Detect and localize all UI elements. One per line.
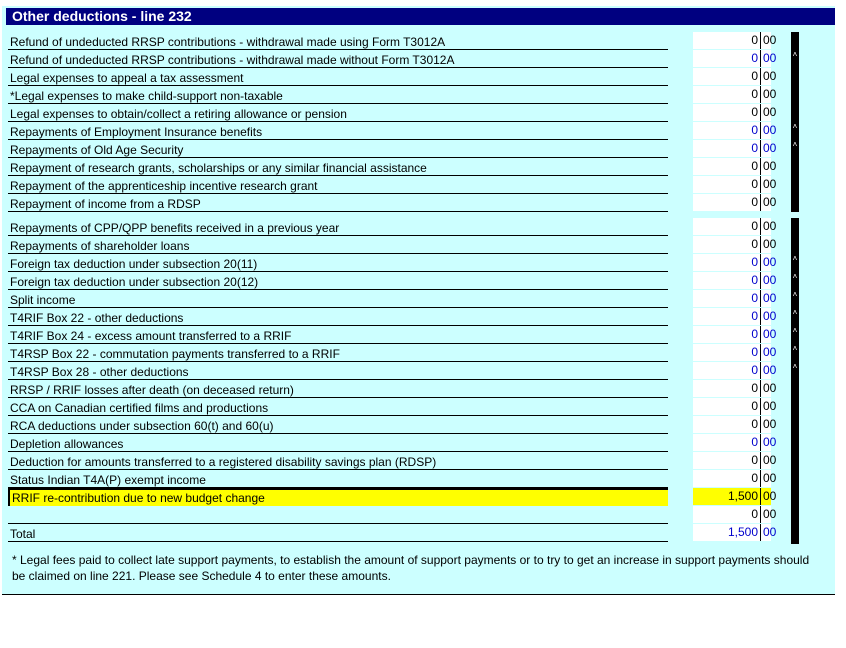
amount-field[interactable] xyxy=(693,272,777,289)
deduction-row xyxy=(8,104,668,122)
caret-up-icon: ˄ xyxy=(792,290,798,299)
amount-field[interactable] xyxy=(693,68,777,85)
deduction-row xyxy=(8,416,668,434)
deduction-label: Repayments of CPP/QPP benefits received in a previous year xyxy=(10,221,340,235)
deduction-label: Legal expenses to appeal a tax assessment xyxy=(10,71,244,85)
section-header: Other deductions - line 232 xyxy=(6,8,835,25)
amount-cents: 00 xyxy=(760,272,777,289)
amount-field[interactable] xyxy=(693,236,777,253)
caret-up-icon: ˄ xyxy=(792,362,798,371)
amount-cents: 00 xyxy=(760,362,777,379)
deduction-row xyxy=(8,290,668,308)
amount-field[interactable] xyxy=(693,434,777,451)
amount-cents: 00 xyxy=(760,416,777,433)
amount-cents: 00 xyxy=(760,32,777,49)
amount-dollars: 0 xyxy=(751,141,758,155)
amount-cents: 00 xyxy=(760,68,777,85)
amount-field[interactable] xyxy=(693,398,777,415)
amount-dollars: 0 xyxy=(751,291,758,305)
amount-dollars: 0 xyxy=(751,435,758,449)
caret-up-icon: ˄ xyxy=(792,254,798,263)
footnote: * Legal fees paid to collect late support payments, to establish the amount of support payments or to try to get an increase in support payments should be claimed on line 221. Please see Schedule 4 to enter these amounts. xyxy=(12,553,810,583)
amount-cents: 00 xyxy=(760,470,777,487)
amount-field[interactable] xyxy=(693,140,777,157)
amount-dollars: 0 xyxy=(751,273,758,287)
amount-field[interactable] xyxy=(693,254,777,271)
deduction-label: T4RIF Box 22 - other deductions xyxy=(10,311,184,325)
deduction-row xyxy=(8,218,668,236)
amount-field[interactable] xyxy=(693,122,777,139)
deduction-label: Repayments of Employment Insurance benefits xyxy=(10,125,263,139)
deduction-row xyxy=(8,380,668,398)
amount-dollars: 0 xyxy=(751,159,758,173)
amount-dollars: 0 xyxy=(751,69,758,83)
caret-up-icon: ˄ xyxy=(792,50,798,59)
amount-cents: 00 xyxy=(760,308,777,325)
amount-dollars: 0 xyxy=(751,219,758,233)
deduction-row xyxy=(8,194,668,212)
deduction-label: T4RSP Box 22 - commutation payments transferred to a RRIF xyxy=(10,347,340,361)
amount-cents: 00 xyxy=(760,140,777,157)
deduction-label: Repayments of Old Age Security xyxy=(10,143,184,157)
amount-cents: 00 xyxy=(760,176,777,193)
amount-cents: 00 xyxy=(760,380,777,397)
deduction-row xyxy=(8,308,668,326)
deduction-row xyxy=(8,50,668,68)
deduction-label: Legal expenses to obtain/collect a retiring allowance or pension xyxy=(10,107,347,121)
caret-up-icon: ˄ xyxy=(792,122,798,131)
amount-cents: 00 xyxy=(760,236,777,253)
amount-field[interactable] xyxy=(693,326,777,343)
amount-field[interactable] xyxy=(693,158,777,175)
amount-field[interactable] xyxy=(693,176,777,193)
deduction-row xyxy=(8,140,668,158)
deduction-label: Repayment of income from a RDSP xyxy=(10,197,201,211)
deduction-row xyxy=(8,236,668,254)
deduction-row xyxy=(8,434,668,452)
amount-dollars: 1,500 xyxy=(727,489,758,503)
amount-dollars: 0 xyxy=(751,381,758,395)
amount-cents: 00 xyxy=(760,158,777,175)
amount-dollars: 0 xyxy=(751,309,758,323)
amount-dollars: 1,500 xyxy=(727,525,758,539)
amount-cents: 00 xyxy=(760,326,777,343)
amount-cents: 00 xyxy=(760,488,777,505)
amount-cents: 00 xyxy=(760,50,777,67)
amount-cents: 00 xyxy=(760,254,777,271)
amount-field[interactable] xyxy=(693,290,777,307)
deduction-label: CCA on Canadian certified films and productions xyxy=(10,401,269,415)
amount-dollars: 0 xyxy=(751,507,758,521)
deduction-label: Total xyxy=(10,527,36,541)
amount-field[interactable] xyxy=(693,104,777,121)
deduction-row xyxy=(8,398,668,416)
amount-dollars: 0 xyxy=(751,177,758,191)
deduction-row xyxy=(8,344,668,362)
deduction-row xyxy=(8,470,668,488)
amount-field[interactable] xyxy=(693,452,777,469)
amount-cents: 00 xyxy=(760,290,777,307)
caret-up-icon: ˄ xyxy=(792,308,798,317)
amount-dollars: 0 xyxy=(751,87,758,101)
amount-dollars: 0 xyxy=(751,471,758,485)
deduction-label: Repayment of the apprenticeship incentive research grant xyxy=(10,179,318,193)
amount-dollars: 0 xyxy=(751,453,758,467)
deduction-row xyxy=(8,68,668,86)
amount-field[interactable] xyxy=(693,50,777,67)
row-underline xyxy=(8,211,668,212)
caret-up-icon: ˄ xyxy=(792,344,798,353)
amount-dollars: 0 xyxy=(751,105,758,119)
deduction-label: Refund of undeducted RRSP contributions - withdrawal made using Form T3012A xyxy=(10,35,446,49)
amount-dollars: 0 xyxy=(751,255,758,269)
amount-cents: 00 xyxy=(760,452,777,469)
deduction-label: Depletion allowances xyxy=(10,437,124,451)
amount-field[interactable] xyxy=(693,416,777,433)
amount-field[interactable] xyxy=(693,470,777,487)
deduction-row xyxy=(8,506,668,524)
amount-dollars: 0 xyxy=(751,399,758,413)
amount-cents: 00 xyxy=(760,122,777,139)
deduction-label: Refund of undeducted RRSP contributions - withdrawal made without Form T3012A xyxy=(10,53,455,67)
deduction-label: Repayments of shareholder loans xyxy=(10,239,190,253)
amount-field[interactable] xyxy=(693,380,777,397)
deduction-label: *Legal expenses to make child-support non-taxable xyxy=(10,89,283,103)
amount-field[interactable] xyxy=(693,86,777,103)
amount-field[interactable] xyxy=(693,344,777,361)
amount-field[interactable] xyxy=(693,194,777,211)
amount-dollars: 0 xyxy=(751,33,758,47)
deduction-row xyxy=(8,32,668,50)
deduction-row xyxy=(8,362,668,380)
deduction-label: RRIF re-contribution due to new budget change xyxy=(12,491,265,505)
amount-dollars: 0 xyxy=(751,237,758,251)
amount-cents: 00 xyxy=(760,104,777,121)
deduction-row xyxy=(8,326,668,344)
amount-cents: 00 xyxy=(760,344,777,361)
amount-field[interactable] xyxy=(693,488,777,505)
deduction-row xyxy=(8,86,668,104)
amount-dollars: 0 xyxy=(751,327,758,341)
amount-field[interactable] xyxy=(693,362,777,379)
amount-field[interactable] xyxy=(693,218,777,235)
deduction-label: Deduction for amounts transferred to a registered disability savings plan (RDSP) xyxy=(10,455,437,469)
deduction-row xyxy=(8,122,668,140)
amount-cents: 00 xyxy=(760,194,777,211)
deduction-label: Repayment of research grants, scholarships or any similar financial assistance xyxy=(10,161,427,175)
deduction-label: RCA deductions under subsection 60(t) and 60(u) xyxy=(10,419,274,433)
row-underline xyxy=(8,541,668,542)
deduction-row xyxy=(8,524,668,542)
deduction-row xyxy=(8,254,668,272)
amount-dollars: 0 xyxy=(751,123,758,137)
amount-dollars: 0 xyxy=(751,51,758,65)
deduction-row xyxy=(8,488,668,506)
scrollbar-track[interactable] xyxy=(791,218,799,544)
amount-cents: 00 xyxy=(760,434,777,451)
deduction-label: Status Indian T4A(P) exempt income xyxy=(10,473,206,487)
amount-dollars: 0 xyxy=(751,195,758,209)
deduction-row xyxy=(8,272,668,290)
amount-dollars: 0 xyxy=(751,345,758,359)
amount-dollars: 0 xyxy=(751,417,758,431)
caret-up-icon: ˄ xyxy=(792,140,798,149)
deduction-label: RRSP / RRIF losses after death (on deceased return) xyxy=(10,383,294,397)
deduction-label: T4RSP Box 28 - other deductions xyxy=(10,365,189,379)
amount-field[interactable] xyxy=(693,506,777,523)
other-deductions-panel xyxy=(2,6,835,595)
amount-dollars: 0 xyxy=(751,363,758,377)
deduction-row xyxy=(8,452,668,470)
deduction-label: Split income xyxy=(10,293,76,307)
deduction-label: Foreign tax deduction under subsection 20(11) xyxy=(10,257,258,271)
caret-up-icon: ˄ xyxy=(792,326,798,335)
deduction-row xyxy=(8,176,668,194)
deduction-row xyxy=(8,158,668,176)
caret-up-icon: ˄ xyxy=(792,272,798,281)
deduction-label: Foreign tax deduction under subsection 20(12) xyxy=(10,275,259,289)
amount-field[interactable] xyxy=(693,308,777,325)
amount-cents: 00 xyxy=(760,86,777,103)
amount-cents: 00 xyxy=(760,398,777,415)
amount-field[interactable] xyxy=(693,32,777,49)
amount-cents: 00 xyxy=(760,218,777,235)
amount-cents: 00 xyxy=(760,524,777,541)
amount-cents: 00 xyxy=(760,506,777,523)
amount-field[interactable] xyxy=(693,524,777,541)
deduction-label: T4RIF Box 24 - excess amount transferred to a RRIF xyxy=(10,329,292,343)
